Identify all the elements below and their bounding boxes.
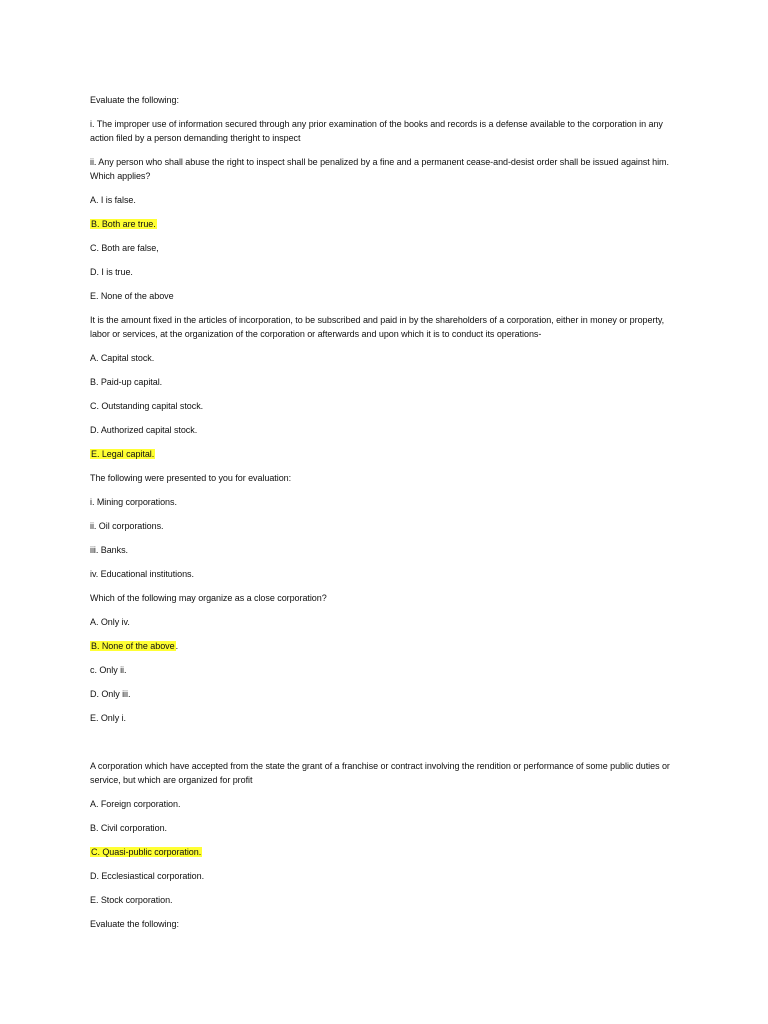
q5-intro: Evaluate the following: xyxy=(90,919,179,929)
q3-question: Which of the following may organize as a close corporation? xyxy=(90,593,327,603)
q1-option-e: E. None of the above xyxy=(90,291,174,301)
q3-option-d: D. Only iii. xyxy=(90,689,131,699)
document-content xyxy=(90,93,680,941)
q1-option-c: C. Both are false, xyxy=(90,243,159,253)
q1-option-b xyxy=(90,217,680,231)
answer-highlight: E. Legal capital. xyxy=(91,449,155,459)
q4-option-e: E. Stock corporation. xyxy=(90,895,173,905)
q1-intro: Evaluate the following: xyxy=(90,95,179,105)
q2-option-a: A. Capital stock. xyxy=(90,353,155,363)
answer-highlight: C. Quasi-public corporation. xyxy=(91,847,202,857)
q3-item-iii: iii. Banks. xyxy=(90,545,128,555)
q3-option-a: A. Only iv. xyxy=(90,617,130,627)
q3-option-e: E. Only i. xyxy=(90,713,127,723)
q1-option-d: D. I is true. xyxy=(90,267,133,277)
section-gap xyxy=(90,735,680,759)
answer-highlight: B. Both are true. xyxy=(91,219,156,229)
q4-option-c xyxy=(90,845,680,859)
q1-statement-ii: ii. Any person who shall abuse the right to inspect shall be penalized by a fine and a permanent cease-and-desist order shall be issued against him. Which applies? xyxy=(90,157,669,181)
q1-statement-i: i. The improper use of information secured through any prior examination of the books and records is a defense available to the corporation in any action filed by a person demanding theright to inspect xyxy=(90,119,663,143)
q4-option-a: A. Foreign corporation. xyxy=(90,799,181,809)
answer-highlight: B. None of the above xyxy=(91,641,175,651)
q3-item-i: i. Mining corporations. xyxy=(90,497,177,507)
q1-option-a: A. I is false. xyxy=(90,195,136,205)
q4-stem: A corporation which have accepted from the state the grant of a franchise or contract involving the rendition or performance of some public duties or service, but which are organized for profit xyxy=(90,761,670,785)
q2-stem: It is the amount fixed in the articles of incorporation, to be subscribed and paid in by the shareholders of a corporation, either in money or property, labor or services, at the organization of the corporation or afterwards and upon which it is to conduct its operations- xyxy=(90,315,665,339)
q3-option-c: c. Only ii. xyxy=(90,665,127,675)
q2-option-e xyxy=(90,447,680,461)
q3-option-b: B. None of the above. xyxy=(91,641,179,651)
q2-option-c: C. Outstanding capital stock. xyxy=(90,401,204,411)
q3-item-ii: ii. Oil corporations. xyxy=(90,521,164,531)
q2-option-d: D. Authorized capital stock. xyxy=(90,425,198,435)
q4-option-d: D. Ecclesiastical corporation. xyxy=(90,871,205,881)
q3-intro: The following were presented to you for evaluation: xyxy=(90,473,292,483)
q4-option-b: B. Civil corporation. xyxy=(90,823,167,833)
q3-item-iv: iv. Educational institutions. xyxy=(90,569,194,579)
q2-option-b: B. Paid-up capital. xyxy=(90,377,163,387)
